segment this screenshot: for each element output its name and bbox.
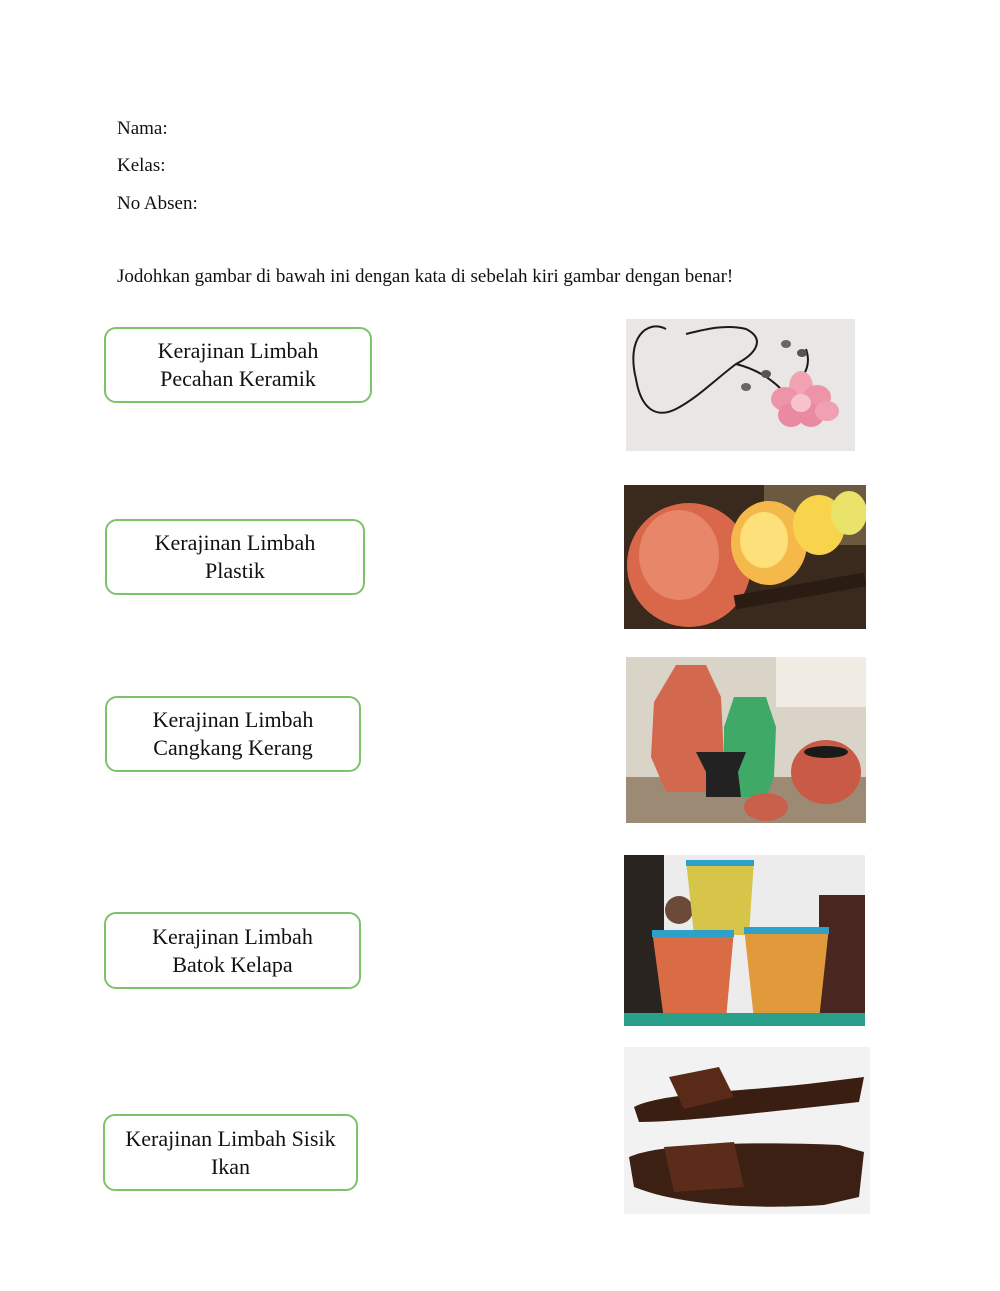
- match-card-pecahan-keramik[interactable]: [104, 327, 372, 403]
- card-line: Kerajinan Limbah: [157, 338, 319, 363]
- match-card-cangkang-kerang[interactable]: [105, 696, 361, 772]
- card-line: Pecahan Keramik: [160, 366, 316, 391]
- match-card-plastik[interactable]: [105, 519, 365, 595]
- card-line: Cangkang Kerang: [153, 735, 313, 760]
- sandals-photo[interactable]: [624, 1047, 870, 1214]
- match-card-batok-kelapa[interactable]: [104, 912, 361, 989]
- match-card-sisik-ikan[interactable]: [103, 1114, 358, 1191]
- card-line: Kerajinan Limbah Sisik: [125, 1125, 336, 1151]
- card-line: Ikan: [210, 1153, 251, 1179]
- name-label: Nama:: [117, 118, 168, 139]
- class-label: Kelas:: [117, 155, 166, 176]
- instruction-text: Jodohkan gambar di bawah ini dengan kata di sebelah kiri gambar dengan benar!: [117, 266, 734, 287]
- shell-lamps-photo[interactable]: [624, 485, 866, 629]
- mosaic-vases-photo[interactable]: [626, 657, 866, 823]
- card-line: Kerajinan Limbah: [152, 707, 314, 732]
- card-line: Kerajinan Limbah: [154, 530, 316, 555]
- plastic-baskets-photo[interactable]: [624, 855, 865, 1026]
- card-line: Plastik: [205, 558, 265, 583]
- card-line: Batok Kelapa: [172, 951, 293, 977]
- absen-label: No Absen:: [117, 193, 198, 214]
- necklace-photo[interactable]: [626, 319, 855, 451]
- card-line: Kerajinan Limbah: [152, 923, 313, 949]
